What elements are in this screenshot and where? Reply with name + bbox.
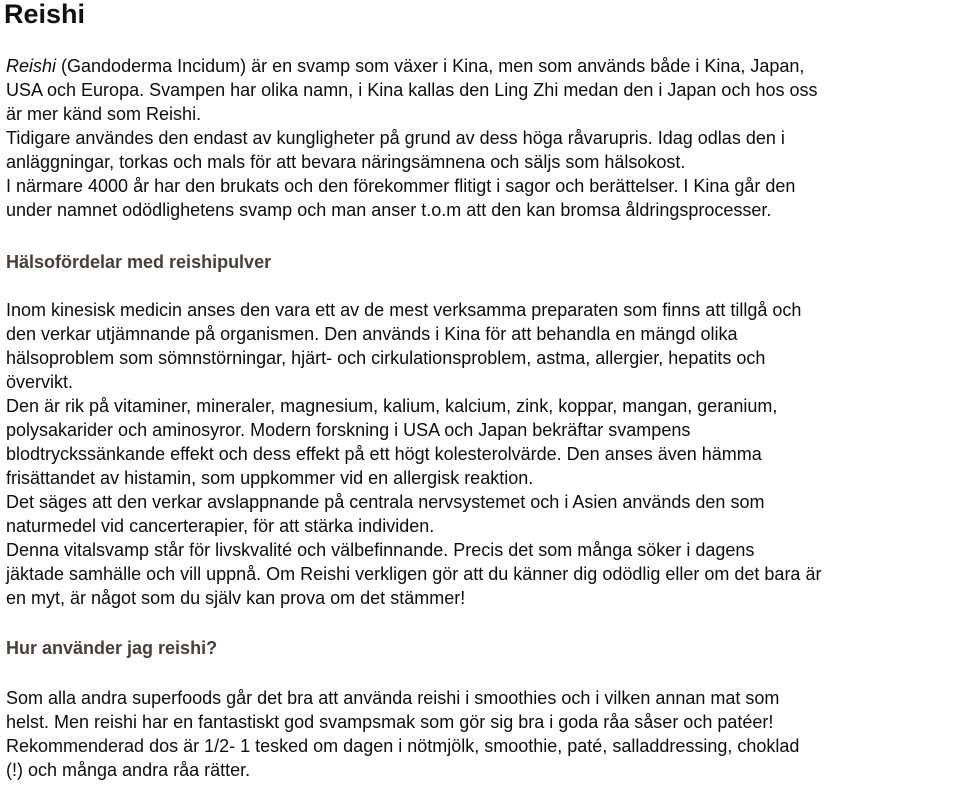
how-to-use-paragraph (6, 686, 799, 782)
page-title: Reishi (4, 0, 86, 29)
intro-italic-word: Reishi (6, 56, 57, 76)
intro-line: I närmare 4000 år har den brukats och den förekommer flitigt i sagor och berättelser. I Kina går den (6, 176, 796, 196)
intro-line: anläggningar, torkas och mals för att bevara näringsämnena och säljs som hälsokost. (6, 152, 686, 172)
intro-line (6, 54, 818, 78)
body-line: en myt, är något som du själv kan prova om det stämmer! (6, 588, 466, 608)
intro-line: Tidigare användes den endast av kungligheter på grund av dess höga råvarupris. Idag odlas den i (6, 128, 785, 148)
intro-line-rest: (Gandoderma Incidum) är en svamp som växer i Kina, men som används både i Kina, Japan, (56, 56, 805, 76)
body-line: (!) och många andra råa rätter. (6, 760, 251, 780)
body-line: Denna vitalsvamp står för livskvalité och välbefinnande. Precis det som många söker i dagens (6, 540, 755, 560)
intro-line: är mer känd som Reishi. (6, 104, 202, 124)
body-line: blodtryckssänkande effekt och dess effekt på ett högt kolesterolvärde. Den anses även hämma (6, 444, 762, 464)
body-line: helst. Men reishi har en fantastiskt god svampsmak som gör sig bra i goda råa såser och patéer! (6, 712, 774, 732)
body-line: den verkar utjämnande på organismen. Den används i Kina för att behandla en mängd olika (6, 324, 738, 344)
intro-line: USA och Europa. Svampen har olika namn, i Kina kallas den Ling Zhi medan den i Japan och hos oss (6, 80, 818, 100)
body-line: Rekommenderad dos är 1/2- 1 tesked om dagen i nötmjölk, smoothie, paté, salladdressing, choklad (6, 736, 800, 756)
body-line: naturmedel vid cancerterapier, för att stärka individen. (6, 516, 435, 536)
body-line: frisättandet av histamin, som uppkommer vid en allergisk reaktion. (6, 468, 534, 488)
section-heading-health-benefits: Hälsofördelar med reishipulver (6, 252, 272, 272)
body-line: Som alla andra superfoods går det bra att använda reishi i smoothies och i vilken annan mat som (6, 688, 780, 708)
body-line: polysakarider och aminosyror. Modern forskning i USA och Japan bekräftar svampens (6, 420, 691, 440)
body-line: jäktade samhälle och vill uppnå. Om Reishi verkligen gör att du känner dig odödlig eller om det bara är (6, 564, 822, 584)
body-line: hälsoproblem som sömnstörningar, hjärt- och cirkulationsproblem, astma, allergier, hepatits och (6, 348, 766, 368)
body-line: övervikt. (6, 372, 74, 392)
intro-line: under namnet odödlighetens svamp och man anser t.o.m att den kan bromsa åldringsprocesser. (6, 200, 772, 220)
intro-paragraph (6, 54, 818, 222)
body-line: Det säges att den verkar avslappnande på centrala nervsystemet och i Asien används den som (6, 492, 765, 512)
body-line: Inom kinesisk medicin anses den vara ett av de mest verksamma preparaten som finns att tillgå och (6, 300, 802, 320)
section-heading-how-to-use: Hur använder jag reishi? (6, 638, 218, 658)
body-line: Den är rik på vitaminer, mineraler, magnesium, kalium, kalcium, zink, koppar, mangan, geranium, (6, 396, 778, 416)
health-benefits-paragraph (6, 298, 821, 610)
